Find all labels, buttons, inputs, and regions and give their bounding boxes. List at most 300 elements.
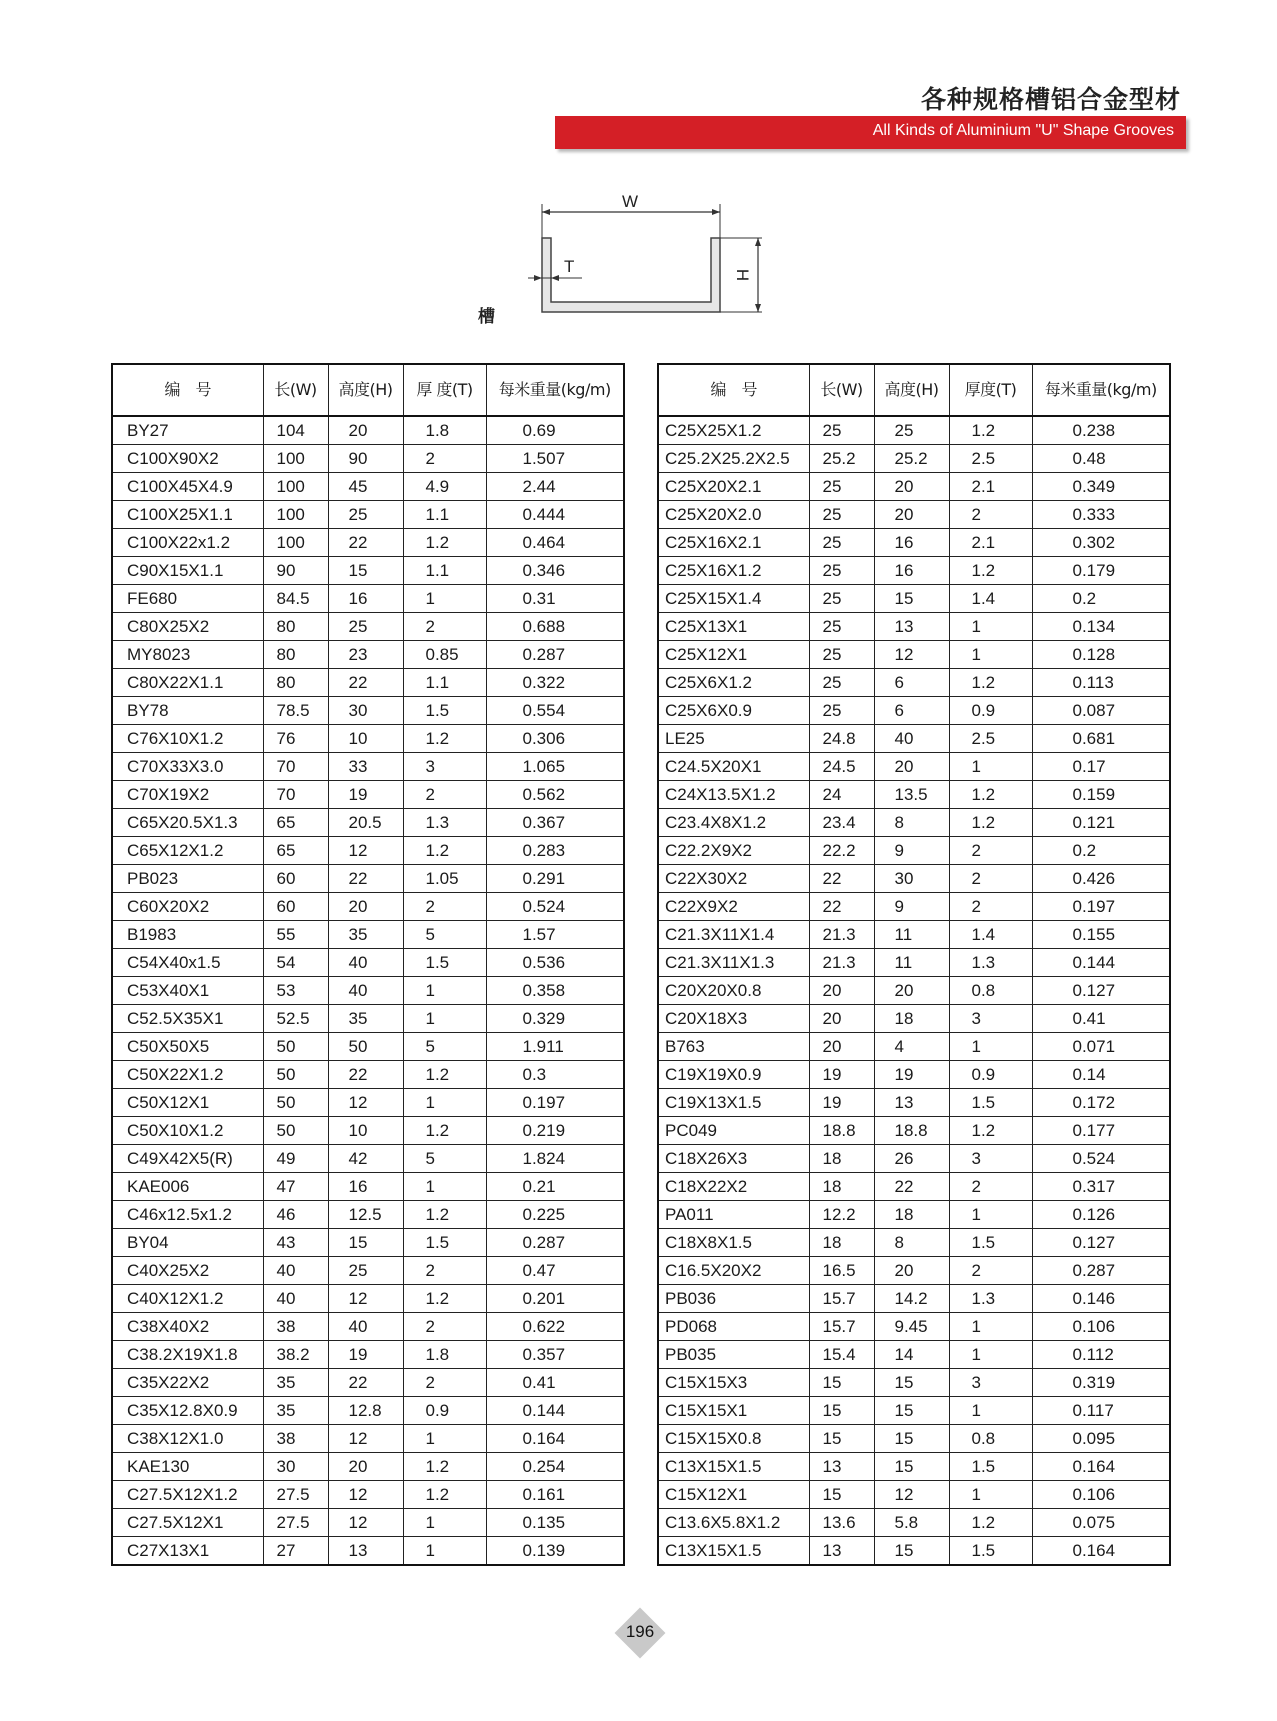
cell-weight: 0.287 [486,641,624,669]
cell-code: C20X18X3 [658,1005,809,1033]
cell-thickness: 1.1 [403,501,486,529]
cell-height: 35 [328,921,403,949]
cell-height: 22 [328,1061,403,1089]
table-row [658,416,1170,445]
cell-weight: 0.172 [1032,1089,1170,1117]
cell-thickness: 3 [403,753,486,781]
table-row [112,641,624,669]
cell-width: 104 [263,416,328,445]
cell-code: C76X10X1.2 [112,725,263,753]
cell-height: 9 [874,837,949,865]
cell-code: C60X20X2 [112,893,263,921]
cell-width: 47 [263,1173,328,1201]
cell-weight: 0.177 [1032,1117,1170,1145]
cell-height: 50 [328,1033,403,1061]
cell-height: 20 [328,1453,403,1481]
cell-height: 6 [874,669,949,697]
table-row [112,1453,624,1481]
cell-code: C50X50X5 [112,1033,263,1061]
cell-width: 38 [263,1425,328,1453]
cell-weight: 0.155 [1032,921,1170,949]
cell-width: 18 [809,1229,874,1257]
table-row [658,725,1170,753]
cell-code: C25X6X1.2 [658,669,809,697]
cell-weight: 1.911 [486,1033,624,1061]
cell-thickness: 2 [403,781,486,809]
cell-height: 22 [328,1369,403,1397]
cell-height: 40 [328,977,403,1005]
cell-code: C25X16X2.1 [658,529,809,557]
cell-weight: 0.127 [1032,1229,1170,1257]
table-row [658,1117,1170,1145]
cell-width: 50 [263,1117,328,1145]
table-row [112,1481,624,1509]
cell-weight: 0.349 [1032,473,1170,501]
table-row [658,641,1170,669]
cell-height: 15 [328,557,403,585]
col-header-weight: 每米重量(kg/m) [1032,364,1170,416]
cell-code: C18X22X2 [658,1173,809,1201]
cell-height: 22 [328,529,403,557]
cell-weight: 0.536 [486,949,624,977]
title-banner [555,116,1186,149]
col-header-thickness: 厚 度(T) [403,364,486,416]
cell-width: 25 [809,613,874,641]
cell-code: C65X12X1.2 [112,837,263,865]
cell-thickness: 1.2 [949,809,1032,837]
cell-width: 70 [263,753,328,781]
table-row [658,949,1170,977]
cell-weight: 0.622 [486,1313,624,1341]
cell-thickness: 1.5 [403,697,486,725]
cell-height: 45 [328,473,403,501]
table-row [658,865,1170,893]
cell-width: 21.3 [809,921,874,949]
cell-thickness: 1 [403,1425,486,1453]
cell-height: 18 [874,1201,949,1229]
cell-code: PB023 [112,865,263,893]
cell-weight: 0.319 [1032,1369,1170,1397]
cell-height: 13 [874,1089,949,1117]
cell-weight: 0.219 [486,1117,624,1145]
cell-height: 40 [328,949,403,977]
cell-width: 22 [809,865,874,893]
table-row [658,1285,1170,1313]
table-row [658,557,1170,585]
table-row [658,1173,1170,1201]
table-row [658,1509,1170,1537]
cell-thickness: 1 [949,1397,1032,1425]
table-row [658,445,1170,473]
cell-code: C15X15X0.8 [658,1425,809,1453]
cell-height: 5.8 [874,1509,949,1537]
cell-thickness: 1.2 [949,669,1032,697]
cell-thickness: 1.2 [949,557,1032,585]
cell-weight: 0.121 [1032,809,1170,837]
cell-thickness: 3 [949,1369,1032,1397]
cell-height: 40 [874,725,949,753]
cell-thickness: 1.2 [949,1509,1032,1537]
table-row [112,529,624,557]
cell-weight: 0.113 [1032,669,1170,697]
cell-width: 54 [263,949,328,977]
cell-width: 27.5 [263,1481,328,1509]
table-row [112,1285,624,1313]
cell-code: C52.5X35X1 [112,1005,263,1033]
table-row [112,1257,624,1285]
cell-width: 40 [263,1257,328,1285]
cell-weight: 0.47 [486,1257,624,1285]
cell-width: 50 [263,1061,328,1089]
cell-code: C100X90X2 [112,445,263,473]
cell-weight: 1.824 [486,1145,624,1173]
cell-width: 25 [809,697,874,725]
table-row [658,585,1170,613]
cell-thickness: 1.2 [403,1481,486,1509]
cell-width: 22 [809,893,874,921]
table-row [112,445,624,473]
cell-width: 24.5 [809,753,874,781]
cell-width: 15 [809,1397,874,1425]
cell-code: C38X12X1.0 [112,1425,263,1453]
cell-code: C50X12X1 [112,1089,263,1117]
cell-thickness: 1 [949,1313,1032,1341]
cell-thickness: 2 [403,1257,486,1285]
table-row [112,613,624,641]
table-row [112,725,624,753]
cell-thickness: 1.4 [949,921,1032,949]
table-row [658,893,1170,921]
cell-width: 70 [263,781,328,809]
cell-thickness: 1 [949,1033,1032,1061]
cell-code: C65X20.5X1.3 [112,809,263,837]
cell-thickness: 1 [403,585,486,613]
cell-width: 60 [263,865,328,893]
u-channel-diagram [470,190,770,340]
cell-code: C19X13X1.5 [658,1089,809,1117]
cell-weight: 0.41 [1032,1005,1170,1033]
cell-code: C18X26X3 [658,1145,809,1173]
cell-width: 15 [809,1481,874,1509]
cell-thickness: 0.8 [949,977,1032,1005]
cell-width: 100 [263,473,328,501]
cell-width: 84.5 [263,585,328,613]
col-header-height: 高度(H) [874,364,949,416]
cell-code: MY8023 [112,641,263,669]
cell-height: 13 [328,1537,403,1566]
cell-width: 25 [809,557,874,585]
cell-height: 12.5 [328,1201,403,1229]
col-header-height: 高度(H) [328,364,403,416]
cell-height: 13.5 [874,781,949,809]
cell-code: C22X30X2 [658,865,809,893]
cell-thickness: 1.2 [403,1453,486,1481]
table-row [112,1089,624,1117]
cell-code: C25X12X1 [658,641,809,669]
cell-weight: 0.071 [1032,1033,1170,1061]
table-row [112,1117,624,1145]
cell-thickness: 0.8 [949,1425,1032,1453]
cell-weight: 0.164 [486,1425,624,1453]
cell-width: 40 [263,1285,328,1313]
cell-thickness: 5 [403,1145,486,1173]
cell-height: 40 [328,1313,403,1341]
table-row [112,1369,624,1397]
cell-width: 80 [263,641,328,669]
cell-thickness: 1 [949,1481,1032,1509]
cell-height: 25 [328,501,403,529]
table-row [112,1173,624,1201]
cell-weight: 0.117 [1032,1397,1170,1425]
cell-code: C80X25X2 [112,613,263,641]
cell-thickness: 1 [403,1173,486,1201]
cell-width: 12.2 [809,1201,874,1229]
table-row [658,1369,1170,1397]
cell-code: PB036 [658,1285,809,1313]
cell-thickness: 3 [949,1005,1032,1033]
cell-width: 18.8 [809,1117,874,1145]
cell-code: C27X13X1 [112,1537,263,1566]
cell-height: 25 [328,613,403,641]
cell-thickness: 2 [949,837,1032,865]
cell-height: 8 [874,809,949,837]
table-row [658,613,1170,641]
table-row [112,1229,624,1257]
cell-code: C13X15X1.5 [658,1537,809,1566]
cell-code: B763 [658,1033,809,1061]
cell-code: C90X15X1.1 [112,557,263,585]
cell-weight: 0.31 [486,585,624,613]
cell-weight: 0.287 [1032,1257,1170,1285]
cell-code: C22X9X2 [658,893,809,921]
cell-weight: 0.135 [486,1509,624,1537]
table-row [658,1313,1170,1341]
cell-code: C13X15X1.5 [658,1453,809,1481]
cell-weight: 0.48 [1032,445,1170,473]
cell-width: 43 [263,1229,328,1257]
cell-height: 22 [328,865,403,893]
cell-height: 12 [328,1089,403,1117]
cell-code: C35X12.8X0.9 [112,1397,263,1425]
cell-thickness: 2 [949,1257,1032,1285]
cell-height: 13 [874,613,949,641]
cell-width: 25 [809,501,874,529]
cell-thickness: 1.5 [403,949,486,977]
cell-thickness: 1.2 [949,781,1032,809]
cell-thickness: 1.5 [949,1453,1032,1481]
cell-thickness: 1.2 [403,1117,486,1145]
cell-code: C16.5X20X2 [658,1257,809,1285]
cell-weight: 1.57 [486,921,624,949]
cell-weight: 0.095 [1032,1425,1170,1453]
cell-height: 33 [328,753,403,781]
cell-width: 50 [263,1033,328,1061]
cell-code: B1983 [112,921,263,949]
cell-width: 46 [263,1201,328,1229]
cell-height: 20 [874,1257,949,1285]
cell-weight: 0.357 [486,1341,624,1369]
cell-thickness: 5 [403,1033,486,1061]
cell-code: C15X15X1 [658,1397,809,1425]
cell-code: C25X20X2.0 [658,501,809,529]
cell-thickness: 1 [949,613,1032,641]
cell-height: 8 [874,1229,949,1257]
cell-width: 24.8 [809,725,874,753]
cell-height: 30 [328,697,403,725]
table-row [658,1481,1170,1509]
cell-height: 20 [328,893,403,921]
cell-thickness: 2 [403,445,486,473]
cell-height: 14.2 [874,1285,949,1313]
cell-weight: 0.179 [1032,557,1170,585]
cell-height: 12 [328,1285,403,1313]
cell-height: 12 [328,1509,403,1537]
table-row [658,753,1170,781]
cell-code: KAE006 [112,1173,263,1201]
cell-height: 11 [874,921,949,949]
cell-thickness: 2 [949,501,1032,529]
cell-thickness: 1 [949,1201,1032,1229]
cell-weight: 0.3 [486,1061,624,1089]
cell-height: 20 [328,416,403,445]
cell-thickness: 1.5 [949,1537,1032,1566]
cell-weight: 0.197 [486,1089,624,1117]
table-row [112,837,624,865]
cell-code: C21.3X11X1.4 [658,921,809,949]
cell-weight: 0.524 [486,893,624,921]
cell-weight: 0.144 [486,1397,624,1425]
table-row [658,529,1170,557]
cell-width: 76 [263,725,328,753]
cell-code: BY27 [112,416,263,445]
cell-weight: 0.306 [486,725,624,753]
cell-weight: 0.164 [1032,1537,1170,1566]
cell-weight: 2.44 [486,473,624,501]
cell-thickness: 1.2 [949,416,1032,445]
cell-weight: 0.17 [1032,753,1170,781]
cell-height: 25 [328,1257,403,1285]
cell-thickness: 2 [403,613,486,641]
cell-thickness: 1 [403,1089,486,1117]
cell-code: LE25 [658,725,809,753]
table-row [112,1061,624,1089]
cell-thickness: 1.3 [403,809,486,837]
cell-width: 50 [263,1089,328,1117]
table-row [658,809,1170,837]
cell-thickness: 1.1 [403,557,486,585]
col-header-code: 编 号 [658,364,809,416]
cell-code: C40X12X1.2 [112,1285,263,1313]
cell-width: 13 [809,1537,874,1566]
cell-weight: 0.287 [486,1229,624,1257]
cell-weight: 0.2 [1032,585,1170,613]
cell-height: 6 [874,697,949,725]
cell-weight: 0.358 [486,977,624,1005]
cell-width: 25 [809,585,874,613]
cell-thickness: 1 [403,1509,486,1537]
cell-width: 30 [263,1453,328,1481]
table-row [112,977,624,1005]
cell-code: C46x12.5x1.2 [112,1201,263,1229]
cell-thickness: 1 [403,977,486,1005]
cell-thickness: 2.5 [949,445,1032,473]
cell-thickness: 1.2 [403,1285,486,1313]
cell-thickness: 1.5 [403,1229,486,1257]
cell-width: 78.5 [263,697,328,725]
cell-height: 16 [874,557,949,585]
cell-code: C100X25X1.1 [112,501,263,529]
cell-thickness: 1 [949,753,1032,781]
cell-code: PD068 [658,1313,809,1341]
cell-thickness: 1.2 [403,1061,486,1089]
cell-thickness: 0.9 [949,1061,1032,1089]
cell-weight: 0.302 [1032,529,1170,557]
cell-weight: 0.146 [1032,1285,1170,1313]
cell-width: 25 [809,641,874,669]
cell-thickness: 1.5 [949,1229,1032,1257]
cell-width: 38 [263,1313,328,1341]
cell-code: C25X15X1.4 [658,585,809,613]
cell-width: 80 [263,669,328,697]
table-row [112,753,624,781]
cell-weight: 0.106 [1032,1481,1170,1509]
cell-height: 15 [874,1397,949,1425]
cell-thickness: 2.1 [949,529,1032,557]
table-row [112,809,624,837]
cell-height: 20.5 [328,809,403,837]
cell-thickness: 1.2 [403,725,486,753]
cell-thickness: 2 [403,1369,486,1397]
cell-code: C40X25X2 [112,1257,263,1285]
cell-weight: 0.106 [1032,1313,1170,1341]
cell-height: 15 [874,1453,949,1481]
cell-thickness: 1.2 [403,1201,486,1229]
cell-code: C22.2X9X2 [658,837,809,865]
cell-height: 19 [328,781,403,809]
table-row [658,1201,1170,1229]
table-row [112,893,624,921]
table-row [112,1341,624,1369]
cell-height: 25 [874,416,949,445]
cell-width: 25 [809,416,874,445]
cell-weight: 0.444 [486,501,624,529]
cell-thickness: 1.2 [403,837,486,865]
cell-width: 20 [809,977,874,1005]
table-row [112,1425,624,1453]
cell-height: 20 [874,501,949,529]
table-row [112,697,624,725]
page-title-cn: 各种规格槽铝合金型材 [920,85,1181,114]
cell-code: C24X13.5X1.2 [658,781,809,809]
cell-width: 15 [809,1369,874,1397]
table-row [112,1313,624,1341]
cell-weight: 0.322 [486,669,624,697]
table-row [658,669,1170,697]
table-row [658,1341,1170,1369]
col-header-weight: 每米重量(kg/m) [486,364,624,416]
table-row [658,1453,1170,1481]
cell-weight: 0.197 [1032,893,1170,921]
cell-weight: 0.112 [1032,1341,1170,1369]
cell-width: 65 [263,809,328,837]
col-header-width: 长(W) [263,364,328,416]
cell-height: 10 [328,725,403,753]
table-row [658,1005,1170,1033]
cell-height: 20 [874,473,949,501]
cell-width: 80 [263,613,328,641]
cell-code: C49X42X5(R) [112,1145,263,1173]
cell-code: BY04 [112,1229,263,1257]
